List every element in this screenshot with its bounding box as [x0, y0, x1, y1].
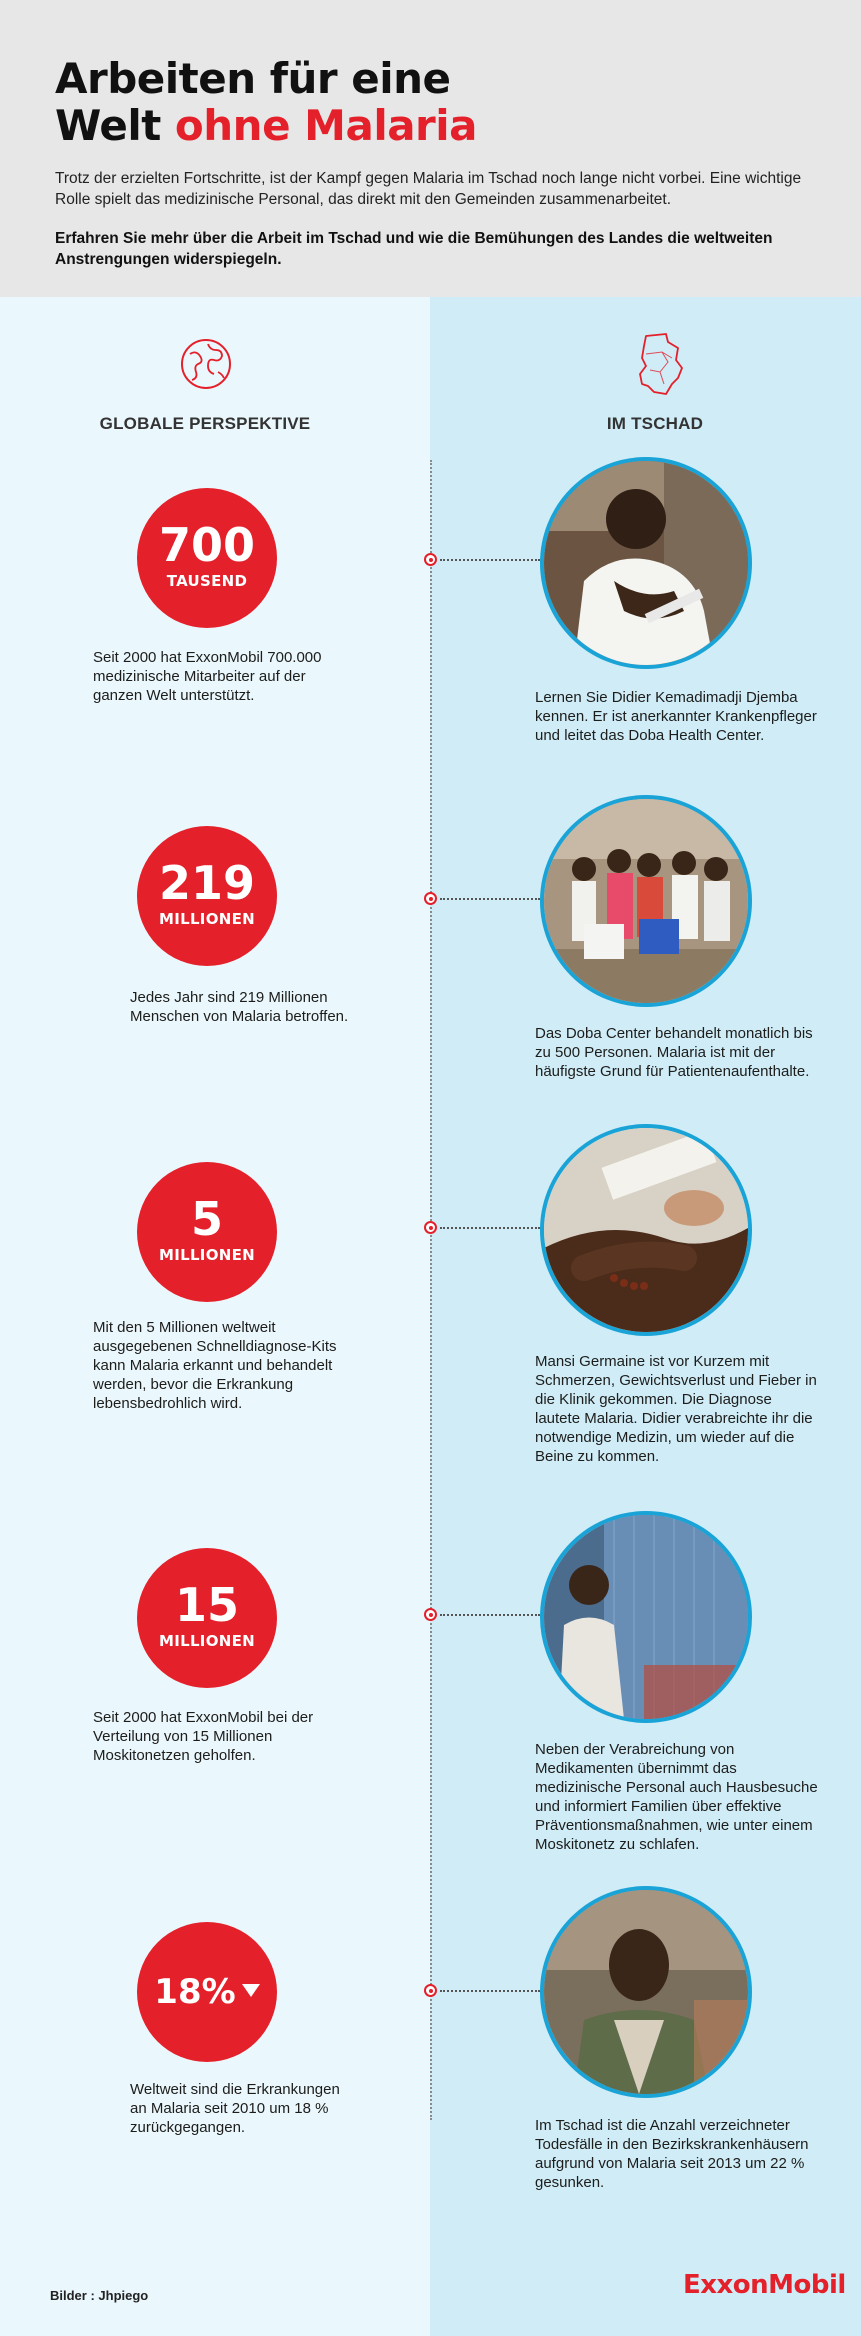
timeline-marker — [424, 1221, 437, 1234]
chad-description: Das Doba Center behandelt monatlich bis zu 500 Personen. Malaria ist mit der häufigste Grund für Patientenaufenthalte. — [535, 1025, 813, 1080]
photo-doba-center-staff — [540, 795, 752, 1007]
stat-description: Jedes Jahr sind 219 Millionen Menschen von Malaria betroffen. — [130, 989, 349, 1025]
photo-mosquito-net — [540, 1511, 752, 1723]
chad-column-title: IM TSCHAD — [606, 414, 704, 433]
photo-nurse-didier — [540, 457, 752, 669]
timeline-connector — [440, 898, 540, 900]
chad-description: Mansi Germaine ist vor Kurzem mit Schmerzen, Gewichtsverlust und Fieber in die Klinik gekommen. Die Diagnose lautete Malaria. Didier verabreichte ihr die notwendige Medizin, um wieder auf die Beine zu kommen. — [535, 1353, 817, 1465]
down-triangle-icon — [242, 1984, 260, 1997]
global-column-title: GLOBALE PERSPEKTIVE — [99, 414, 311, 433]
stat-number — [137, 1972, 277, 2012]
title-red-part: ohne Malaria — [174, 101, 478, 150]
timeline-connector — [440, 559, 540, 561]
stat-number: 219 — [158, 856, 256, 910]
header — [0, 0, 861, 297]
chad-description: Neben der Verabreichung von Medikamenten übernimmt das medizinische Personal auch Hausbesuche und informiert Familien über effektive Präventionsmaßnahmen, wie unter einem Moskitonetz zu schlafen. — [535, 1741, 818, 1853]
chad-description: Im Tschad ist die Anzahl verzeichneter Todesfälle in den Bezirkskrankenhäusern aufgrund von Malaria seit 2013 um 22 % gesunken. — [535, 2117, 809, 2191]
photo-credit: Bilder : Jhpiego — [50, 2288, 149, 2303]
stat-unit: MILLIONEN — [158, 1246, 255, 1264]
timeline-marker — [424, 1984, 437, 1997]
stat-number: 5 — [190, 1192, 223, 1246]
timeline-marker — [424, 553, 437, 566]
intro-paragraph: Trotz der erzielten Fortschritte, ist der Kampf gegen Malaria im Tschad noch lange nicht vorbei. Eine wichtige Rolle spielt das medizinische Personal, das direkt mit den Gemeinden zusammenarbeitet. — [55, 170, 802, 208]
timeline-connector — [440, 1227, 540, 1229]
stat-circle — [137, 1162, 277, 1302]
stat-unit: MILLIONEN — [158, 1632, 255, 1650]
lead-paragraph: Erfahren Sie mehr über die Arbeit im Tschad und wie die Bemühungen des Landes die weltweiten Anstrengungen widerspiegeln. — [55, 230, 773, 268]
stat-unit: TAUSEND — [166, 572, 248, 590]
stat-number: 700 — [158, 518, 256, 572]
stat-description: Seit 2000 hat ExxonMobil bei der Verteilung von 15 Millionen Moskitonetzen geholfen. — [93, 1709, 314, 1764]
timeline-line — [430, 460, 432, 2120]
chad-map-icon — [632, 332, 688, 398]
photo-patient-mansi — [540, 1886, 752, 2098]
stat-description: Seit 2000 hat ExxonMobil 700.000 medizinische Mitarbeiter auf der ganzen Welt unterstützt. — [93, 649, 322, 704]
title-line-1: Arbeiten für eine — [55, 54, 451, 103]
globe-icon — [178, 336, 234, 392]
stat-percent: 18% — [154, 1972, 236, 2012]
timeline-connector — [440, 1614, 540, 1616]
stat-number: 15 — [174, 1578, 239, 1632]
timeline-connector — [440, 1990, 540, 1992]
timeline-marker — [424, 1608, 437, 1621]
stat-description: Weltweit sind die Erkrankungen an Malaria seit 2010 um 18 % zurückgegangen. — [130, 2081, 340, 2136]
stat-circle — [137, 1548, 277, 1688]
title-line-2 — [55, 102, 477, 149]
chad-description: Lernen Sie Didier Kemadimadji Djemba kennen. Er ist anerkannter Krankenpfleger und leitet das Doba Health Center. — [535, 689, 817, 744]
title-black-part: Welt — [55, 101, 161, 150]
stat-circle — [137, 1922, 277, 2062]
photo-rapid-test — [540, 1124, 752, 1336]
exxonmobil-logo[interactable]: ExxonMobil — [683, 2270, 846, 2300]
timeline-marker — [424, 892, 437, 905]
page-title — [55, 55, 477, 149]
stat-circle — [137, 488, 277, 628]
stat-circle — [137, 826, 277, 966]
stat-unit: MILLIONEN — [158, 910, 255, 928]
stat-description: Mit den 5 Millionen weltweit ausgegebenen Schnelldiagnose-Kits kann Malaria erkannt und behandelt werden, bevor die Erkrankung lebensbedrohlich wird. — [93, 1319, 337, 1412]
